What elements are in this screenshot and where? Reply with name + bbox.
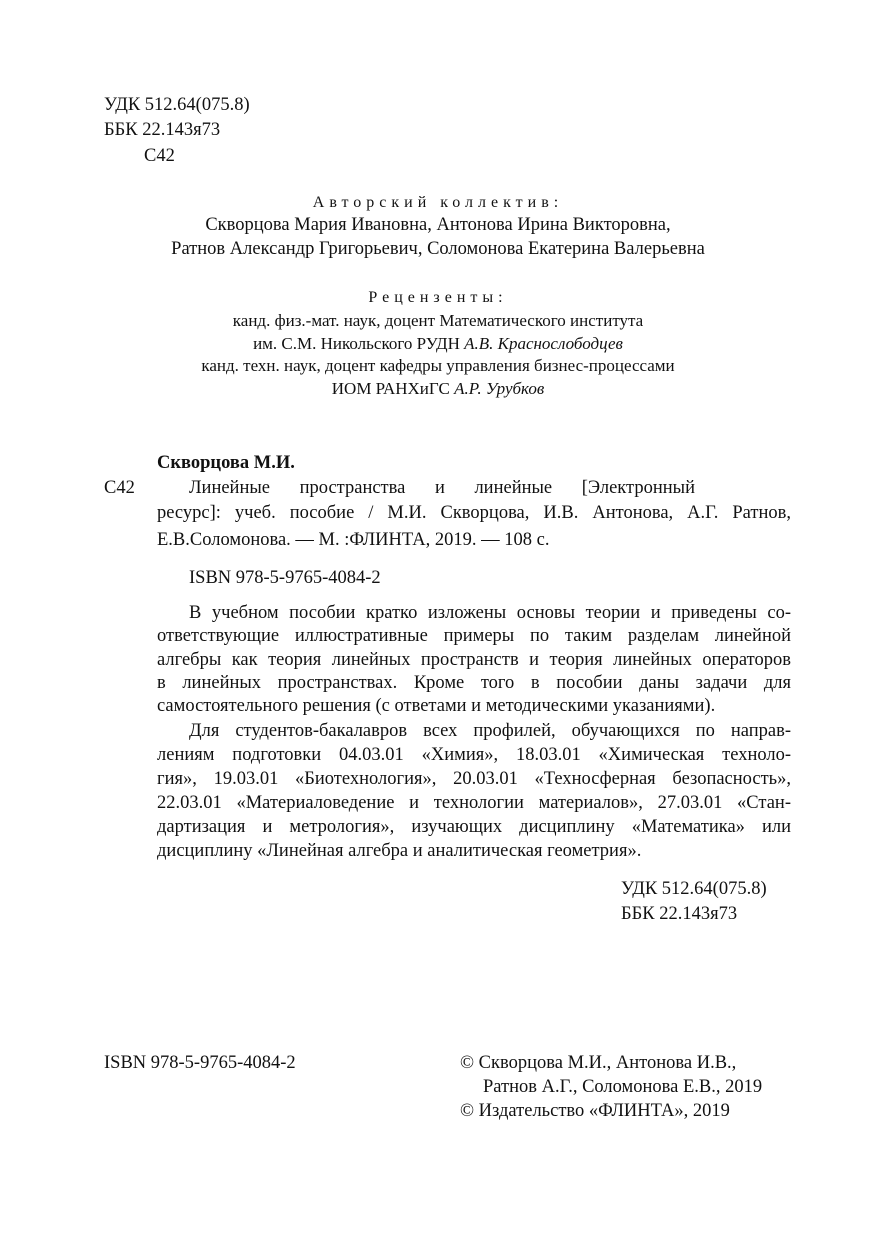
annotation-line: в линейных пространствах. Кроме того в пособии даны задачи для: [157, 673, 791, 693]
main-author-heading: Скворцова М.И.: [157, 453, 295, 473]
copyright-publisher: © Издательство «ФЛИНТА», 2019: [460, 1101, 730, 1121]
annotation-line: дисциплину «Линейная алгебра и аналитическая геометрия».: [157, 841, 642, 861]
reviewer-line-4: ИОМ РАНХиГС А.Р. Урубков: [331, 379, 545, 398]
udk-code-top: УДК 512.64(075.8): [104, 95, 250, 115]
annotation-line: дартизация и метрология», изучающих дисциплину «Математика» или: [157, 817, 791, 837]
reviewer-line-3: канд. техн. наук, доцент кафедры управления бизнес-процессами: [201, 356, 675, 375]
annotation-line: Для студентов-бакалавров всех профилей, обучающихся по направ-: [189, 721, 791, 741]
authors-heading: Авторский коллектив:: [312, 194, 564, 211]
authors-line-1: Скворцова Мария Ивановна, Антонова Ирина Викторовна,: [205, 215, 671, 235]
reviewer-line-1: канд. физ.-мат. наук, доцент Математического института: [232, 311, 644, 330]
copyright-authors-line-1: © Скворцова М.И., Антонова И.В.,: [460, 1053, 737, 1073]
isbn-record: ISBN 978-5-9765-4084-2: [189, 568, 381, 588]
isbn-footer: ISBN 978-5-9765-4084-2: [104, 1053, 296, 1073]
annotation-line: гия», 19.03.01 «Биотехнология», 20.03.01 «Техносферная безопасность»,: [157, 769, 791, 789]
authors-line-2: Ратнов Александр Григорьевич, Соломонова Екатерина Валерьевна: [171, 239, 705, 259]
annotation-line: самостоятельного решения (с ответами и методическими указаниями).: [157, 696, 716, 716]
bbk-code-top: ББК 22.143я73: [104, 120, 221, 140]
copyright-authors-line-2: Ратнов А.Г., Соломонова Е.В., 2019: [483, 1077, 763, 1097]
record-line-3: Е.В.Соломонова. — М. :ФЛИНТА, 2019. — 108 с.: [157, 530, 550, 550]
record-line-2: ресурс]: учеб. пособие / М.И. Скворцова, И.В. Антонова, А.Г. Ратнов,: [157, 503, 791, 523]
annotation-line: лениям подготовки 04.03.01 «Химия», 18.03.01 «Химическая техноло-: [157, 745, 791, 765]
udk-code-bottom: УДК 512.64(075.8): [621, 879, 767, 899]
author-mark-top: С42: [144, 146, 175, 166]
annotation-line: 22.03.01 «Материаловедение и технологии материалов», 27.03.01 «Стан-: [157, 793, 791, 813]
annotation-line: алгебры как теория линейных пространств и теория линейных операторов: [157, 650, 791, 670]
annotation-line: В учебном пособии кратко изложены основы теории и приведены со-: [189, 603, 791, 623]
reviewers-heading: Рецензенты:: [368, 289, 508, 306]
reviewer-line-2: им. С.М. Никольского РУДН А.В. Краснослободцев: [253, 334, 623, 353]
record-line-1: Линейные пространства и линейные [Электронный: [189, 478, 695, 498]
author-mark-record: С42: [104, 478, 135, 498]
annotation-line: ответствующие иллюстративные примеры по таким разделам линейной: [157, 626, 791, 646]
bbk-code-bottom: ББК 22.143я73: [621, 904, 738, 924]
